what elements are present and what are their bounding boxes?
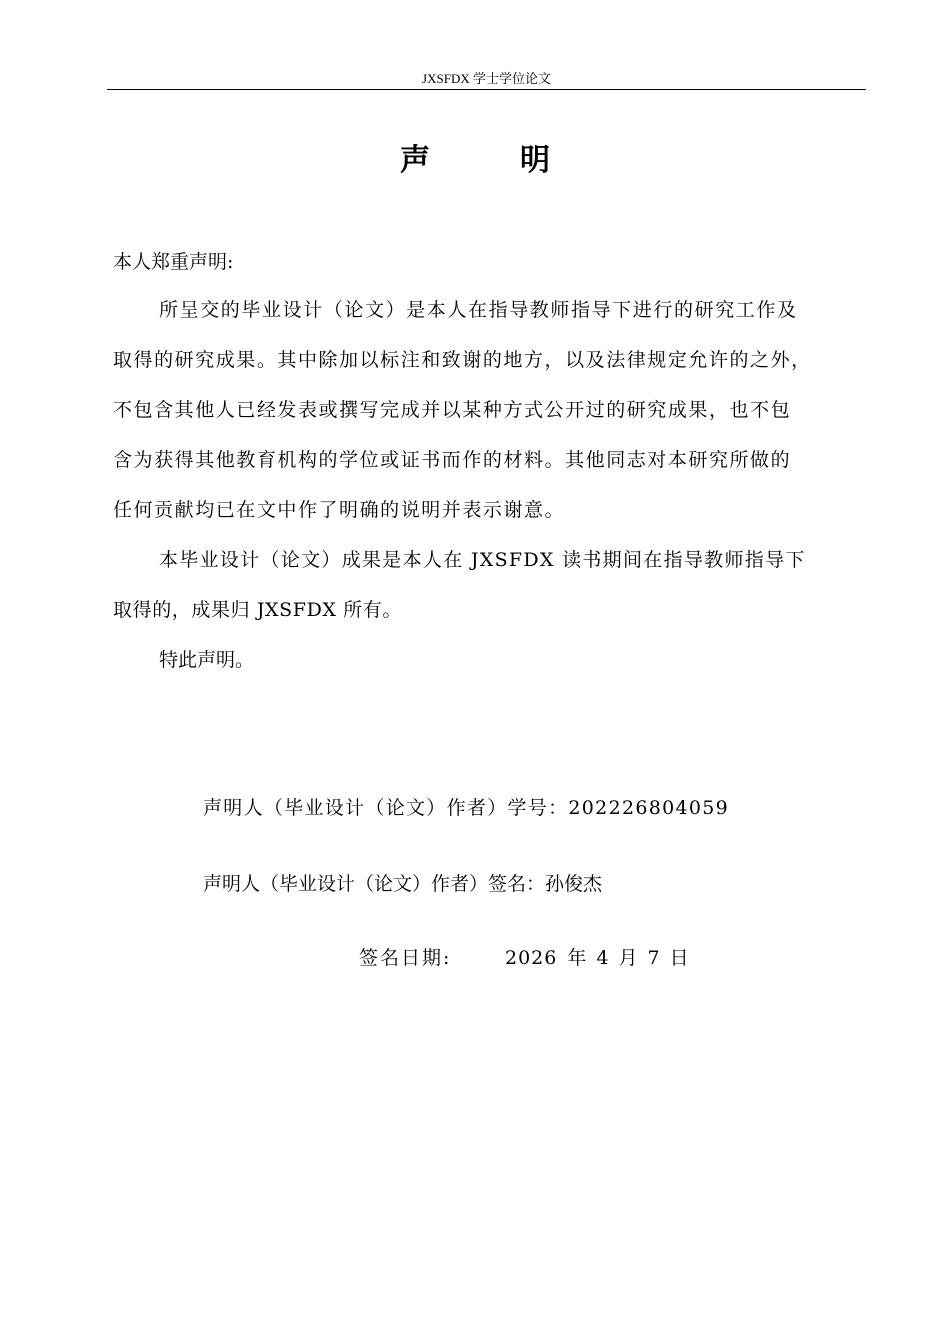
year-char: 年 <box>567 947 587 969</box>
paragraph-1-line-2: 取得的研究成果。其中除加以标注和致谢的地方，以及法律规定允许的之外， <box>113 349 812 371</box>
day-char: 日 <box>669 947 689 969</box>
declaration-opening: 本人郑重声明: <box>113 251 234 273</box>
date-day: 7 <box>647 947 660 969</box>
signature-date <box>359 946 689 970</box>
month-char: 月 <box>618 947 638 969</box>
paragraph-1-line-1: 所呈交的毕业设计（论文）是本人在指导教师指导下进行的研究工作及 <box>159 299 798 321</box>
page-header: JXSFDX 学士学位论文 <box>107 70 866 90</box>
paragraph-1-line-3: 不包含其他人已经发表或撰写完成并以某种方式公开过的研究成果，也不包 <box>113 399 792 421</box>
signature-line: 声明人（毕业设计（论文）作者）签名：孙俊杰 <box>203 873 603 895</box>
student-id-line: 声明人（毕业设计（论文）作者）学号：202226804059 <box>203 797 730 819</box>
paragraph-1-line-5: 任何贡献均已在文中作了明确的说明并表示谢意。 <box>113 499 566 521</box>
page-title: 声明 <box>400 143 640 178</box>
paragraph-2-line-1: 本毕业设计（论文）成果是本人在 JXSFDX 读书期间在指导教师指导下 <box>159 549 806 571</box>
date-year: 2026 <box>505 947 558 969</box>
paragraph-2-line-2: 取得的，成果归 JXSFDX 所有。 <box>113 599 402 621</box>
date-month: 4 <box>596 947 609 969</box>
paragraph-1-line-4: 含为获得其他教育机构的学位或证书而作的材料。其他同志对本研究所做的 <box>113 449 792 471</box>
date-label: 签名日期: <box>359 947 452 969</box>
declaration-closing: 特此声明。 <box>159 649 255 671</box>
